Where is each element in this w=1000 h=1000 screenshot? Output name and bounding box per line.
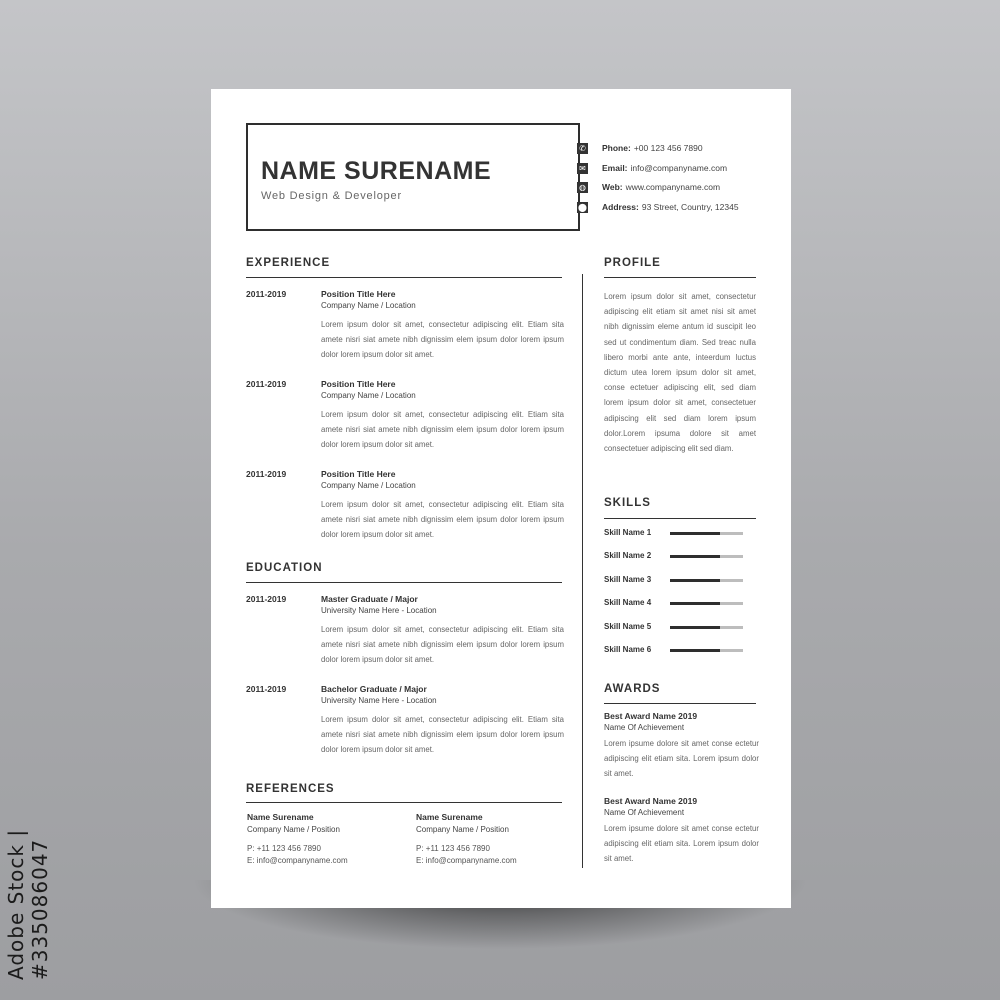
references-rule [246, 802, 562, 803]
entry-subtitle: Company Name / Location [321, 391, 416, 400]
entry-subtitle: University Name Here - Location [321, 696, 437, 705]
reference-phone: P: +11 123 456 7890 [247, 844, 321, 853]
reference-company: Company Name / Position [247, 825, 340, 834]
entry-years: 2011-2019 [246, 289, 287, 299]
skill-name: Skill Name 6 [604, 645, 652, 654]
profile-rule [604, 277, 756, 278]
reference-card [416, 812, 576, 865]
experience-rule [246, 277, 562, 278]
candidate-role: Web Design & Developer [261, 190, 402, 202]
education-rule [246, 582, 562, 583]
skill-bar-track [670, 555, 743, 558]
award-title: Best Award Name 2019 [604, 796, 698, 806]
web-icon: ◍ [577, 182, 588, 193]
contact-label: Phone: [602, 143, 631, 153]
entry-years: 2011-2019 [246, 469, 287, 479]
entry-description: Lorem ipsum dolor sit amet, consectetur adipiscing elit. Etiam sita amete nisri siat amete nibh dignissim elem ipsum dolor lorem ipsum dolor lorem ipsum dolor sit amet. [321, 410, 564, 449]
skill-row [604, 598, 754, 610]
contact-address [577, 200, 739, 214]
award-description: Lorem ipsume dolore sit amet conse ectetur adipiscing elit etiam sita. Lorem ipsum dolor sit amet. [604, 739, 759, 778]
candidate-name: NAME SURENAME [261, 157, 492, 185]
award-entry [604, 796, 759, 866]
contact-phone [577, 141, 703, 155]
skill-bar-track [670, 602, 743, 605]
award-title: Best Award Name 2019 [604, 711, 698, 721]
skill-bar-fill [670, 626, 720, 629]
skills-heading: SKILLS [604, 497, 651, 509]
entry-title: Position Title Here [321, 289, 396, 299]
contact-email [577, 161, 727, 175]
skill-bar-fill [670, 579, 720, 582]
entry-title: Master Graduate / Major [321, 594, 418, 604]
entry-years: 2011-2019 [246, 379, 287, 389]
skill-row [604, 622, 754, 634]
references-heading: REFERENCES [246, 783, 335, 795]
entry-title: Position Title Here [321, 379, 396, 389]
skill-name: Skill Name 3 [604, 575, 652, 584]
skill-name: Skill Name 4 [604, 598, 652, 607]
skill-row [604, 528, 754, 540]
entry-title: Bachelor Graduate / Major [321, 684, 427, 694]
entry-subtitle: Company Name / Location [321, 481, 416, 490]
skill-bar-track [670, 579, 743, 582]
skill-bar-track [670, 649, 743, 652]
awards-rule [604, 703, 756, 704]
skill-bar-fill [670, 649, 720, 652]
reference-name: Name Surename [247, 812, 314, 822]
entry-subtitle: University Name Here - Location [321, 606, 437, 615]
contact-label: Address: [602, 202, 639, 212]
skill-bar-track [670, 532, 743, 535]
skill-name: Skill Name 1 [604, 528, 652, 537]
contact-value: info@companyname.com [630, 163, 728, 173]
stock-id-text: Adobe Stock | #335086047 [4, 828, 52, 980]
reference-company: Company Name / Position [416, 825, 509, 834]
award-subtitle: Name Of Achievement [604, 723, 685, 732]
location-icon: ⬤ [578, 202, 587, 212]
contact-value: www.companyname.com [625, 182, 721, 192]
reference-email: E: info@companyname.com [416, 856, 517, 865]
skill-bar-fill [670, 602, 720, 605]
profile-text: Lorem ipsum dolor sit amet, consectetur adipiscing elit etiam sit amet nisi sit amet nibh dignissim eleme antum id suscipit leo sed ut condimentum diam. Sed treac nulla libero morbi ante ante, inteerdum luctus dictum utea lorem ipsum dolor sit amet, conse ectetuer adipiscing elit, sed diam lorem ipsum dolor sit amet, consectetuer adipiscing elit sed diam lorem ipsum dolor.Lorem ipsuma dolore sit amet consectetuer adipiscing elit sed diam. [604, 292, 756, 454]
contact-label: Email: [602, 163, 628, 173]
reference-email: E: info@companyname.com [247, 856, 348, 865]
profile-heading: PROFILE [604, 257, 661, 269]
skill-bar-fill [670, 532, 720, 535]
contact-web [577, 180, 720, 194]
skills-rule [604, 518, 756, 519]
entry-title: Position Title Here [321, 469, 396, 479]
skill-name: Skill Name 5 [604, 622, 652, 631]
entry-years: 2011-2019 [246, 594, 287, 604]
awards-heading: AWARDS [604, 683, 661, 695]
entry-subtitle: Company Name / Location [321, 301, 416, 310]
column-divider [582, 274, 583, 868]
skill-bar-fill [670, 555, 720, 558]
skill-row [604, 551, 754, 563]
reference-name: Name Surename [416, 812, 483, 822]
entry-years: 2011-2019 [246, 684, 287, 694]
education-heading: EDUCATION [246, 562, 323, 574]
skill-name: Skill Name 2 [604, 551, 652, 560]
reference-card [247, 812, 407, 865]
skill-row [604, 575, 754, 587]
experience-heading: EXPERIENCE [246, 257, 331, 269]
reference-phone: P: +11 123 456 7890 [416, 844, 490, 853]
award-subtitle: Name Of Achievement [604, 808, 685, 817]
contact-value: 93 Street, Country, 12345 [641, 202, 739, 212]
email-icon: ✉ [577, 163, 588, 174]
skill-row [604, 645, 754, 657]
resume-page [211, 89, 791, 908]
entry-description: Lorem ipsum dolor sit amet, consectetur adipiscing elit. Etiam sita amete nisri siat amete nibh dignissim elem ipsum dolor lorem ipsum dolor lorem ipsum dolor sit amet. [321, 320, 564, 359]
award-entry [604, 711, 759, 781]
entry-description: Lorem ipsum dolor sit amet, consectetur adipiscing elit. Etiam sita amete nisri siat amete nibh dignissim elem ipsum dolor lorem ipsum dolor lorem ipsum dolor sit amet. [321, 715, 564, 754]
contact-label: Web: [602, 182, 623, 192]
award-description: Lorem ipsume dolore sit amet conse ectetur adipiscing elit etiam sita. Lorem ipsum dolor sit amet. [604, 824, 759, 863]
phone-icon: ✆ [577, 143, 588, 154]
entry-description: Lorem ipsum dolor sit amet, consectetur adipiscing elit. Etiam sita amete nisri siat amete nibh dignissim elem ipsum dolor lorem ipsum dolor lorem ipsum dolor sit amet. [321, 500, 564, 539]
entry-description: Lorem ipsum dolor sit amet, consectetur adipiscing elit. Etiam sita amete nisri siat amete nibh dignissim elem ipsum dolor lorem ipsum dolor lorem ipsum dolor sit amet. [321, 625, 564, 664]
contact-value: +00 123 456 7890 [633, 143, 703, 153]
skill-bar-track [670, 626, 743, 629]
